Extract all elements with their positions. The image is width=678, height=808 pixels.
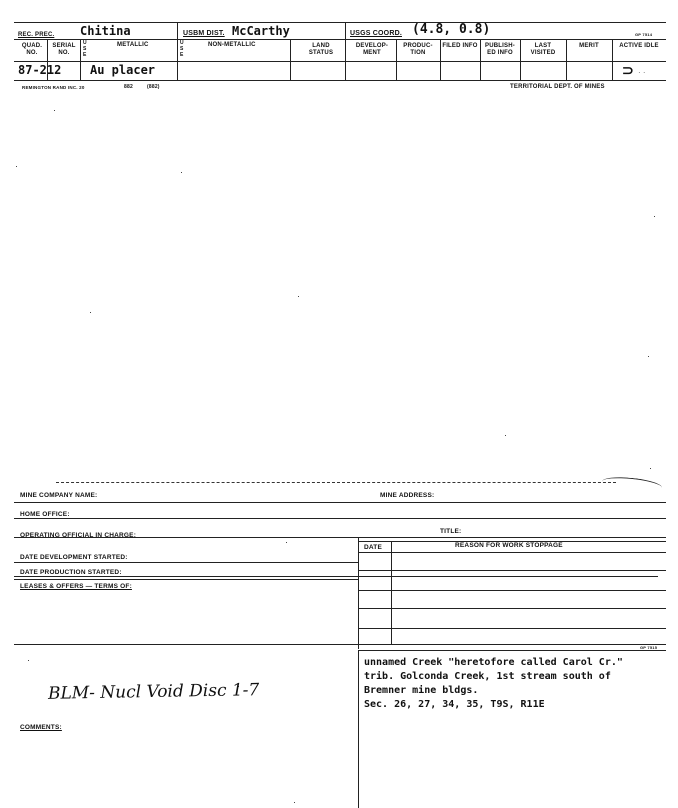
dept-label: TERRITORIAL DEPT. OF MINES xyxy=(510,84,605,90)
noise-dots: · · xyxy=(638,68,646,77)
handwritten-note: BLM- Nucl Void Disc 1-7 xyxy=(47,680,260,704)
date-col-label: DATE xyxy=(364,544,383,551)
reason-col-label: REASON FOR WORK STOPPAGE xyxy=(455,542,563,549)
code-1: 882 xyxy=(124,84,133,90)
col-use-1: U S E xyxy=(83,40,87,58)
operating-official-label: OPERATING OFFICIAL IN CHARGE: xyxy=(20,532,137,539)
col-non-metallic: NON-METALLIC xyxy=(208,42,256,48)
rec-prec-label: REC. PREC. xyxy=(18,32,55,38)
code-2: (882) xyxy=(147,84,160,90)
home-office-label: HOME OFFICE: xyxy=(20,511,70,518)
col-production: PRODUC-TION xyxy=(403,43,433,56)
col-merit: MERIT xyxy=(579,43,599,49)
usgs-coord-value: (4.8, 0.8) xyxy=(412,22,491,37)
active-idle-mark: ⊃ xyxy=(622,62,634,78)
note-line-3: Bremner mine bldgs. xyxy=(364,685,479,696)
leases-offers-label: LEASES & OFFERS — TERMS OF: xyxy=(20,583,132,590)
metallic-value: Au placer xyxy=(90,63,156,77)
date-prod-started-label: DATE PRODUCTION STARTED: xyxy=(20,569,122,576)
rec-prec-value: Chitina xyxy=(80,24,131,38)
col-quad-no: QUAD. NO. xyxy=(21,43,43,56)
col-published-info: PUBLISH-ED INFO xyxy=(485,43,515,56)
col-development: DEVELOP-MENT xyxy=(355,43,389,56)
title-label: TITLE: xyxy=(440,528,462,535)
usbm-dist-label: USBM DIST. xyxy=(183,30,225,37)
quad-serial-value: 87-212 xyxy=(18,63,62,77)
usgs-coord-label: USGS COORD. xyxy=(350,30,402,37)
comments-label: COMMENTS: xyxy=(20,724,62,731)
col-use-2: U S E xyxy=(180,40,184,58)
form-number-2: GP 7515 xyxy=(640,645,658,650)
form-number: GP 7514 xyxy=(635,32,653,37)
col-serial-no: SERIAL NO. xyxy=(52,43,76,56)
note-line-1: unnamed Creek "heretofore called Carol Cr." xyxy=(364,657,623,668)
col-active-idle: ACTIVE IDLE xyxy=(619,43,659,49)
mine-address-label: MINE ADDRESS: xyxy=(380,492,435,499)
date-dev-started-label: DATE DEVELOPMENT STARTED: xyxy=(20,554,128,561)
col-land-status: LAND STATUS xyxy=(308,43,334,56)
note-line-2: trib. Golconda Creek, 1st stream south of xyxy=(364,671,611,682)
note-line-4: Sec. 26, 27, 34, 35, T9S, R11E xyxy=(364,699,545,710)
mine-company-name-label: MINE COMPANY NAME: xyxy=(20,492,98,499)
col-metallic: METALLIC xyxy=(117,42,149,48)
curve-stroke xyxy=(601,475,662,494)
col-filed-info: FILED INFO xyxy=(442,43,478,49)
printer-label: REMINGTON RAND INC. 20 xyxy=(22,85,85,90)
col-last-visited: LAST VISITED xyxy=(530,43,556,56)
usbm-dist-value: McCarthy xyxy=(232,24,290,38)
